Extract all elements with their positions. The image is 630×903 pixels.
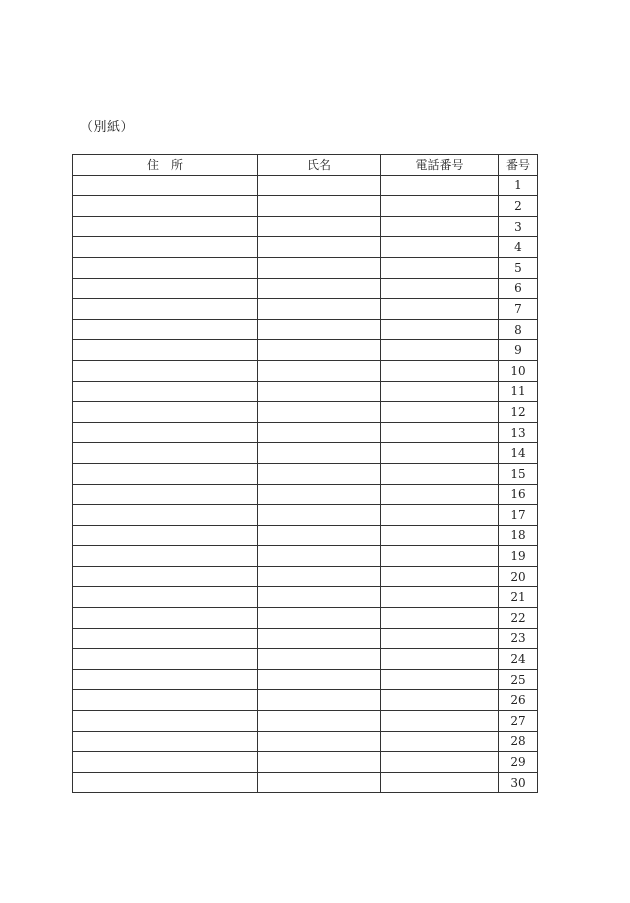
name-cell[interactable] xyxy=(258,402,381,423)
phone-cell[interactable] xyxy=(381,772,499,793)
table-row xyxy=(73,649,538,670)
row-number-cell: 9 xyxy=(499,340,538,361)
table-row xyxy=(73,257,538,278)
row-number-cell: 28 xyxy=(499,731,538,752)
name-cell[interactable] xyxy=(258,608,381,629)
table-row xyxy=(73,711,538,732)
phone-cell[interactable] xyxy=(381,360,499,381)
phone-cell[interactable] xyxy=(381,608,499,629)
address-cell[interactable] xyxy=(73,319,258,340)
table-row xyxy=(73,505,538,526)
address-cell[interactable] xyxy=(73,752,258,773)
row-number-cell: 12 xyxy=(499,402,538,423)
row-number-cell: 10 xyxy=(499,360,538,381)
phone-cell[interactable] xyxy=(381,463,499,484)
name-cell[interactable] xyxy=(258,566,381,587)
address-cell[interactable] xyxy=(73,422,258,443)
table-row xyxy=(73,752,538,773)
row-number-cell: 21 xyxy=(499,587,538,608)
address-cell[interactable] xyxy=(73,216,258,237)
phone-cell[interactable] xyxy=(381,505,499,526)
table-row xyxy=(73,381,538,402)
row-number-cell: 11 xyxy=(499,381,538,402)
phone-cell[interactable] xyxy=(381,340,499,361)
phone-cell[interactable] xyxy=(381,525,499,546)
row-number-cell: 4 xyxy=(499,237,538,258)
row-number-cell: 18 xyxy=(499,525,538,546)
table-row xyxy=(73,772,538,793)
row-number-cell: 17 xyxy=(499,505,538,526)
row-number-cell: 3 xyxy=(499,216,538,237)
phone-cell[interactable] xyxy=(381,690,499,711)
address-cell[interactable] xyxy=(73,463,258,484)
roster-body xyxy=(73,175,538,793)
address-cell[interactable] xyxy=(73,505,258,526)
address-cell[interactable] xyxy=(73,484,258,505)
row-number-cell: 1 xyxy=(499,175,538,196)
address-cell[interactable] xyxy=(73,237,258,258)
table-row xyxy=(73,690,538,711)
row-number-cell: 5 xyxy=(499,257,538,278)
name-cell[interactable] xyxy=(258,340,381,361)
phone-cell[interactable] xyxy=(381,175,499,196)
roster-table xyxy=(72,154,538,793)
name-cell[interactable] xyxy=(258,628,381,649)
address-cell[interactable] xyxy=(73,711,258,732)
row-number-cell: 6 xyxy=(499,278,538,299)
address-cell[interactable] xyxy=(73,299,258,320)
table-row xyxy=(73,402,538,423)
address-cell[interactable] xyxy=(73,690,258,711)
table-row xyxy=(73,628,538,649)
table-row xyxy=(73,484,538,505)
name-cell[interactable] xyxy=(258,216,381,237)
phone-cell[interactable] xyxy=(381,669,499,690)
table-row xyxy=(73,360,538,381)
table-row xyxy=(73,216,538,237)
address-cell[interactable] xyxy=(73,175,258,196)
phone-cell[interactable] xyxy=(381,587,499,608)
phone-cell[interactable] xyxy=(381,546,499,567)
table-row xyxy=(73,319,538,340)
phone-cell[interactable] xyxy=(381,381,499,402)
address-cell[interactable] xyxy=(73,525,258,546)
row-number-cell: 16 xyxy=(499,484,538,505)
row-number-cell: 14 xyxy=(499,443,538,464)
name-cell[interactable] xyxy=(258,360,381,381)
phone-cell[interactable] xyxy=(381,752,499,773)
name-cell[interactable] xyxy=(258,422,381,443)
row-number-cell: 24 xyxy=(499,649,538,670)
table-row xyxy=(73,566,538,587)
row-number-cell: 26 xyxy=(499,690,538,711)
name-cell[interactable] xyxy=(258,690,381,711)
phone-cell[interactable] xyxy=(381,299,499,320)
address-cell[interactable] xyxy=(73,402,258,423)
phone-cell[interactable] xyxy=(381,402,499,423)
table-row xyxy=(73,237,538,258)
row-number-cell: 27 xyxy=(499,711,538,732)
table-row xyxy=(73,422,538,443)
address-cell[interactable] xyxy=(73,340,258,361)
name-cell[interactable] xyxy=(258,772,381,793)
address-cell[interactable] xyxy=(73,381,258,402)
name-cell[interactable] xyxy=(258,278,381,299)
name-cell[interactable] xyxy=(258,484,381,505)
table-row xyxy=(73,340,538,361)
table-row xyxy=(73,608,538,629)
address-cell[interactable] xyxy=(73,649,258,670)
name-cell[interactable] xyxy=(258,381,381,402)
table-row xyxy=(73,587,538,608)
table-row xyxy=(73,525,538,546)
phone-cell[interactable] xyxy=(381,731,499,752)
name-cell[interactable] xyxy=(258,752,381,773)
name-cell[interactable] xyxy=(258,711,381,732)
address-cell[interactable] xyxy=(73,608,258,629)
phone-cell[interactable] xyxy=(381,711,499,732)
row-number-cell: 13 xyxy=(499,422,538,443)
table-row xyxy=(73,299,538,320)
address-cell[interactable] xyxy=(73,443,258,464)
attachment-label: （別紙） xyxy=(80,120,135,135)
address-cell[interactable] xyxy=(73,669,258,690)
header-number: 番号 xyxy=(499,155,538,176)
row-number-cell: 22 xyxy=(499,608,538,629)
name-cell[interactable] xyxy=(258,546,381,567)
phone-cell[interactable] xyxy=(381,237,499,258)
phone-cell[interactable] xyxy=(381,257,499,278)
name-cell[interactable] xyxy=(258,237,381,258)
phone-cell[interactable] xyxy=(381,196,499,217)
row-number-cell: 30 xyxy=(499,772,538,793)
table-row xyxy=(73,278,538,299)
phone-cell[interactable] xyxy=(381,566,499,587)
header-address: 住 所 xyxy=(73,155,258,176)
address-cell[interactable] xyxy=(73,628,258,649)
name-cell[interactable] xyxy=(258,525,381,546)
name-cell[interactable] xyxy=(258,649,381,670)
phone-cell[interactable] xyxy=(381,628,499,649)
name-cell[interactable] xyxy=(258,443,381,464)
name-cell[interactable] xyxy=(258,731,381,752)
address-cell[interactable] xyxy=(73,772,258,793)
address-cell[interactable] xyxy=(73,196,258,217)
address-cell[interactable] xyxy=(73,587,258,608)
address-cell[interactable] xyxy=(73,546,258,567)
phone-cell[interactable] xyxy=(381,649,499,670)
row-number-cell: 2 xyxy=(499,196,538,217)
name-cell[interactable] xyxy=(258,299,381,320)
header-name: 氏名 xyxy=(258,155,381,176)
phone-cell[interactable] xyxy=(381,422,499,443)
table-header-row xyxy=(73,155,538,176)
row-number-cell: 29 xyxy=(499,752,538,773)
row-number-cell: 7 xyxy=(499,299,538,320)
name-cell[interactable] xyxy=(258,175,381,196)
header-phone: 電話番号 xyxy=(381,155,499,176)
row-number-cell: 20 xyxy=(499,566,538,587)
table-row xyxy=(73,546,538,567)
phone-cell[interactable] xyxy=(381,484,499,505)
address-cell[interactable] xyxy=(73,731,258,752)
phone-cell[interactable] xyxy=(381,319,499,340)
row-number-cell: 23 xyxy=(499,628,538,649)
name-cell[interactable] xyxy=(258,587,381,608)
row-number-cell: 15 xyxy=(499,463,538,484)
row-number-cell: 25 xyxy=(499,669,538,690)
name-cell[interactable] xyxy=(258,505,381,526)
table-row xyxy=(73,731,538,752)
name-cell[interactable] xyxy=(258,319,381,340)
row-number-cell: 8 xyxy=(499,319,538,340)
table-row xyxy=(73,669,538,690)
phone-cell[interactable] xyxy=(381,216,499,237)
table-row xyxy=(73,175,538,196)
name-cell[interactable] xyxy=(258,669,381,690)
phone-cell[interactable] xyxy=(381,278,499,299)
name-cell[interactable] xyxy=(258,463,381,484)
table-row xyxy=(73,463,538,484)
address-cell[interactable] xyxy=(73,566,258,587)
address-cell[interactable] xyxy=(73,278,258,299)
name-cell[interactable] xyxy=(258,196,381,217)
address-cell[interactable] xyxy=(73,257,258,278)
table-row xyxy=(73,443,538,464)
address-cell[interactable] xyxy=(73,360,258,381)
phone-cell[interactable] xyxy=(381,443,499,464)
name-cell[interactable] xyxy=(258,257,381,278)
table-row xyxy=(73,196,538,217)
row-number-cell: 19 xyxy=(499,546,538,567)
